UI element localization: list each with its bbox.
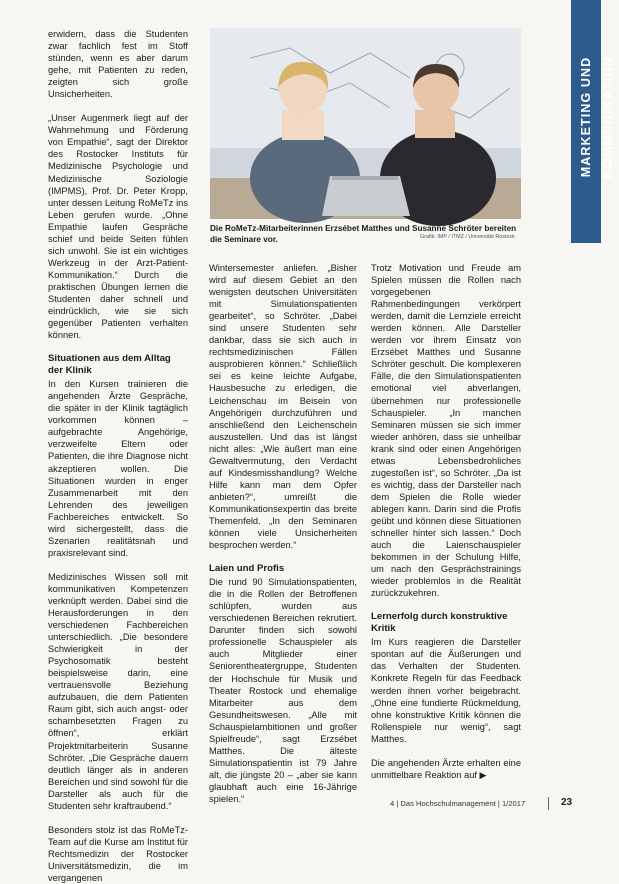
text-column-3 (371, 262, 521, 781)
text-column-1 (48, 28, 188, 884)
paragraph-continued (371, 757, 521, 781)
text-column-2 (209, 262, 357, 805)
footer-divider (548, 797, 549, 810)
photo-credit: Grafik: IMP / ITMZ / Universität Rostock (420, 234, 515, 240)
section-heading: Laien und Profis (209, 563, 285, 575)
paragraph: Medizinisches Wissen soll mit kommunikativen Kompetenzen verknüpft werden. Dabei sind die Herausforderungen in den verschiedenen Fachbereichen unterschiedlich. „Die besondere Schwierigkeit in der Psychosomatik besteht beispielsweise darin, eine vertrauensvolle Beziehung aufzubauen, die dem Patienten Raum gibt, sich auch angst- oder schambesetzten Fragen zu öffnen“, erklärt Projektmitarbeiterin Susanne Schröter. „Die Gespräche dauern deutlich länger als in anderen Bereichen und sind sowohl für die Darsteller als auch für die Studenten sehr kraftraubend.“ (48, 571, 188, 811)
section-heading: Lernerfolg durch konstruktive Kritik (371, 611, 508, 635)
paragraph: erwidern, dass die Studenten zwar fachlich fest im Stoff stünden, wenn es aber darum gehe, mit Patienten zu reden, zeigten sich große Unsicherheiten. (48, 29, 188, 100)
section-heading: Situationen aus dem Alltag der Klinik (48, 353, 171, 377)
paragraph: Besonders stolz ist das RoMeTz-Team auf die Kurse am Institut für Rechtsmedizin der Rostocker Universitätsmedizin, die im vergangenen (48, 824, 188, 883)
article-photo (210, 28, 521, 219)
paragraph: Trotz Motivation und Freude am Spielen müssen die Rollen nach vorgegebenen Rahmenbedingungen verkörpert werden, damit die Lernziele erreicht werden können. Alle Darsteller werden vor ihrem Einsatz von Erzsébet Matthes und Susanne Schröter geschult. Die komplexeren Fälle, die den Simulationspatienten emotional viel abverlangen, übernehmen nur professionelle Schauspieler. „In manchen Seminaren müssen sie sich immer wieder anhören, dass sie unheilbar krank sind oder einen Angehörigen etwas Lebensbedrohliches zugestoßen ist“, so Schröter. „Da ist es wichtig, dass der Darsteller nach dem Spielen die Rolle wieder ablegen kann. Darin sind die Profis geübt und können diese Situationen schneller hinter sich lassen.“ Doch auch die Laienschauspieler bekommen in der Schulung Hilfe, um nach den Gesprächstrainings wieder problemlos in die Realität zurückzukehren. (371, 263, 521, 599)
continue-arrow-icon: ▶ (479, 769, 487, 780)
paragraph-text: Die angehenden Ärzte erhalten eine unmittelbare Reaktion auf (371, 757, 521, 780)
footer-publication: 4 | Das Hochschulmanagement | 1/2017 (390, 799, 526, 808)
photo-illustration (210, 28, 521, 219)
section-label: MARKETING UND KOMMUNIKATION (579, 55, 615, 179)
paragraph: In den Kursen trainieren die angehenden Ärzte Gespräche, die später in der Klinik tagtäglich vorkommen können – aufgebrachte Angehörige, verzweifelte Eltern oder Patienten, die ihre Diagnose nicht akzeptieren wollen. Die Situationen wurden in enger Zusammenarbeit mit den Lehrenden des jeweiligen Fachbereiches entwickelt. So wird sichergestellt, dass die Szenarien realitätsnah und praxisrelevant sind. (48, 379, 188, 558)
paragraph: Wintersemester anliefen. „Bisher wird auf diesem Gebiet an den wenigsten deutschen Universitäten mit Simulationspatienten gearbeitet“, so Schröter. „Dabei sind unsere Studenten sehr dankbar, dass sie sich auch in rechtsmedizinischen Fällen ausprobieren können.“ Schließlich sei es keine leichte Aufgabe, Hausbesuche zu erledigen, die Leichenschau im Beisein von Angehörigen durchzuführen und anschließend den Leichenschein auszustellen. Und das ist längst nicht alles: „Wie äußert man eine Gewaltvermutung, den Verdacht auf Kindesmisshandlung? Welche Hilfe kann man dem Opfer anbieten?“, umreißt die Kommunikationsexpertin das breite Themenfeld. „In den Seminaren können viele Unsicherheiten besprochen werden.“ (209, 263, 357, 551)
page-number: 23 (561, 797, 573, 808)
photo-caption: Die RoMeTz-Mitarbeiterinnen Erzsébet Matthes und Susanne Schröter bereiten die Seminare vor. (210, 224, 517, 244)
paragraph: „Unser Augenmerk liegt auf der Wahrnehmung und Förderung von Empathie“, sagt der Direktor des Rostocker Instituts für Medizinische Psychologie und Medizinische Soziologie (IMPMS), Prof. Dr. Peter Kropp, unter dessen Leitung RoMeTz ins Leben gerufen wurde. „Ohne Empathie laufen Gespräche schief und beide Seiten fühlen sich unwohl. Sie ist ein wichtiges Werkzeug in der Arzt-Patient-Kommunikation.“ Durch die praktischen Übungen lernen die Studenten daher schnell und eindrücklich, wie sie sich gegenüber Patienten verhalten können. (48, 113, 188, 341)
paragraph: Im Kurs reagieren die Darsteller spontan auf die Äußerungen und das Verhalten der Studenten. Konkrete Regeln für das Feedback werden ihnen vorher beigebracht. „Ohne eine fundierte Rückmeldung, ohne konstruktive Kritik können die Rollenspiele nur wenig“, sagt Matthes. (371, 637, 521, 744)
paragraph: Die rund 90 Simulationspatienten, die in die Rollen der Betroffenen schlüpfen, wurden aus verschiedenen Bereichen rekrutiert. Darunter finden sich sowohl professionelle Schauspieler als auch Mitglieder einer Seniorentheatergruppe, Studenten der Hochschule für Musik und Theater Rostock und ehemalige Mitarbeiter aus dem Gesundheitswesen. „Alle mit Schauspielambitionen und großer Spielfreude“, sagt Erzsébet Matthes. Die älteste Simulationspatientin ist 79 Jahre alt, die jüngste 20 – „aber sie kann glaubhaft auch eine 16-Jährige spielen.“ (209, 577, 357, 804)
